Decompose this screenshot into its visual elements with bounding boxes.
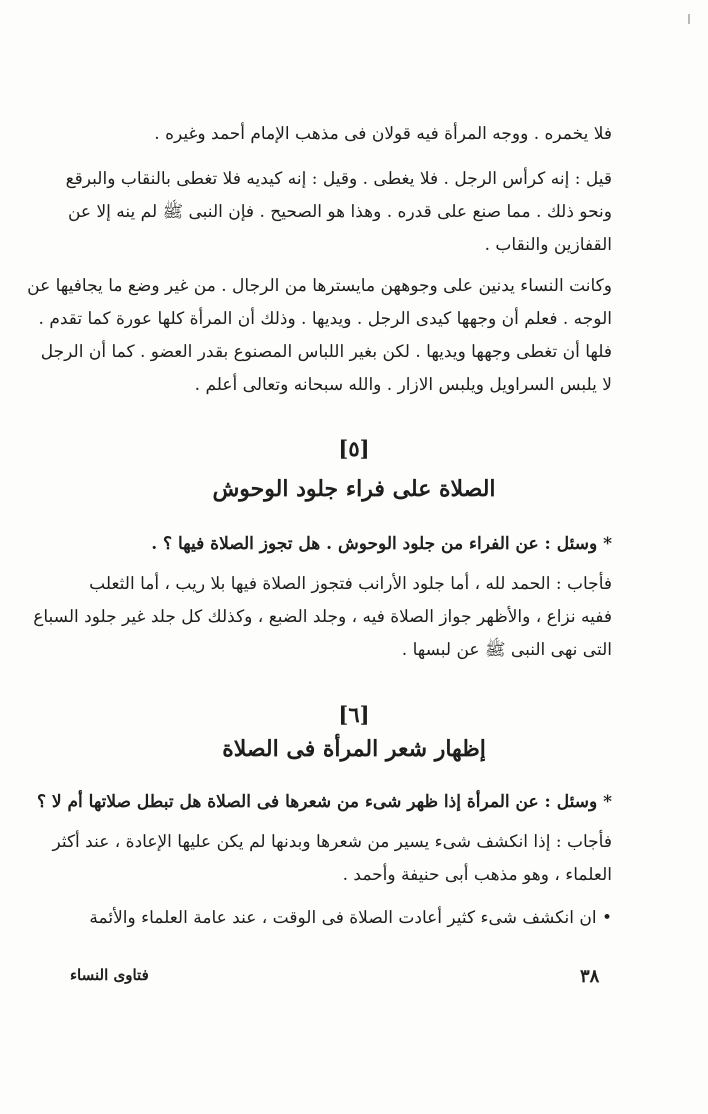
section-title: إظهار شعر المرأة فى الصلاة — [222, 736, 486, 762]
text-line: فأجاب : إذا انكشف شىء يسير من شعرها وبدنها لم يكن عليها الإعادة ، عند أكثر — [52, 832, 612, 852]
text-line: العلماء ، وهو مذهب أبى حنيفة وأحمد . — [342, 865, 612, 885]
section-number: [٦] — [338, 702, 370, 727]
footer-book-title: فتاوى النساء — [70, 966, 149, 984]
paragraph-women-covering — [27, 270, 612, 402]
section-title: الصلاة على فراء جلود الوحوش — [212, 476, 496, 502]
text-line: لا يلبس السراويل ويلبس الازار . والله سبحانه وتعالى أعلم . — [194, 375, 612, 395]
paragraph-continuation — [72, 902, 612, 935]
text-line: التى نهى النبى ﷺ عن لبسها . — [401, 640, 612, 660]
text-line: وكانت النساء يدنين على وجوههن مايسترها من الرجال . من غير وضع ما يجافيها عن — [27, 276, 612, 296]
text-line: الوجه . فعلم أن وجهها كيدى الرجل . ويديها . وذلك أن المرأة كلها عورة كما تقدم . — [38, 309, 612, 329]
question: * وسئل : عن الفراء من جلود الوحوش . هل تجوز الصلاة فيها ؟ . — [151, 534, 612, 554]
paragraph-answer-hair — [52, 826, 612, 892]
text-line: فلها أن تغطى وجهها ويديها . لكن بغير اللباس المصنوع بقدر العضو . كما أن الرجل — [40, 342, 612, 362]
text-line: قيل : إنه كرأس الرجل . فلا يغطى . وقيل : إنه كيديه فلا تغطى بالنقاب والبرقع — [65, 169, 612, 189]
paragraph-intro — [72, 118, 612, 151]
text-line: فلا يخمره . ووجه المرأة فيه قولان فى مذهب الإمام أحمد وغيره . — [154, 124, 612, 144]
scan-speck — [688, 14, 690, 24]
text-line: فأجاب : الحمد لله ، أما جلود الأرانب فتجوز الصلاة فيها بلا ريب ، أما الثعلب — [89, 574, 612, 594]
question: * وسئل : عن المرأة إذا ظهر شىء من شعرها فى الصلاة هل تبطل صلاتها أم لا ؟ — [36, 792, 612, 812]
text-line: ونحو ذلك . مما صنع على قدره . وهذا هو الصحيح . فإن النبى ﷺ لم ينه إلا عن — [67, 202, 612, 222]
text-line: القفازين والنقاب . — [484, 235, 612, 255]
text-line: ففيه نزاع ، والأظهر جواز الصلاة فيه ، وجلد الضبع ، وكذلك كل جلد غير جلود السباع — [33, 607, 612, 627]
section-number: [٥] — [338, 436, 370, 461]
paragraph-answer-furs — [33, 568, 612, 667]
text-line: • ان انكشف شىء كثير أعادت الصلاة فى الوقت ، عند عامة العلماء والأئمة — [89, 908, 612, 928]
paragraph-face-opinions — [65, 163, 612, 262]
page-number: ٣٨ — [580, 966, 600, 987]
